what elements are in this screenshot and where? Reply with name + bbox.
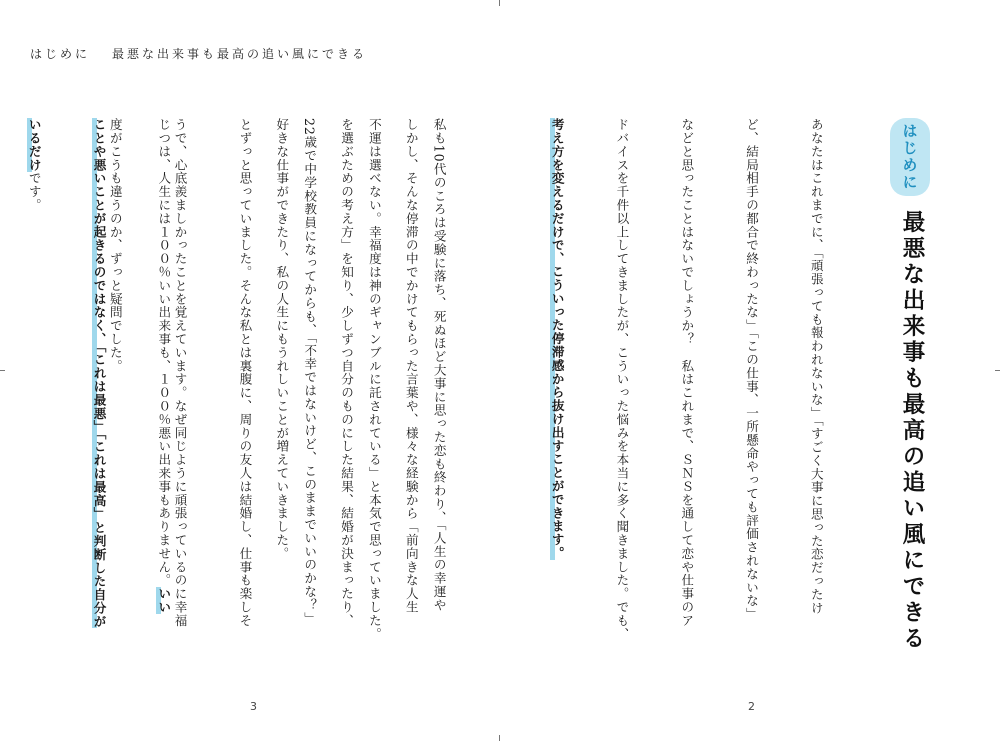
highlighted-phrase: いい xyxy=(156,587,172,614)
body-line: あなたはこれまでに、「頑張っても報われないな」「すごく大事に思った恋だったけ xyxy=(808,118,824,615)
running-header-title: 最悪な出来事も最高の追い風にできる xyxy=(112,47,368,61)
body-line: うで、心底羨ましかったことを覚えています。なぜ同じように頑張っているのに幸福 xyxy=(172,118,188,628)
chapter-label-pill xyxy=(890,118,930,196)
page-number-left: 3 xyxy=(250,700,257,713)
crop-mark-bottom xyxy=(499,735,500,741)
body-line xyxy=(153,118,175,648)
highlighted-phrase: いるだけ xyxy=(26,118,42,172)
highlight-line xyxy=(88,118,110,648)
crop-mark-left xyxy=(0,370,5,371)
highlighted-phrase-lead: 考え方を変えるだけで、 xyxy=(549,118,565,266)
highlighted-phrase: と判断した自分が xyxy=(91,520,107,629)
highlighted-quote: 「これは最高」 xyxy=(91,433,107,521)
body-text: です。 xyxy=(26,171,42,212)
body-line: とずっと思っていました。そんな私とは裏腹に、周りの友人は結婚し、仕事も楽しそ xyxy=(237,118,253,628)
body-line: ドバイスを千件以上してきましたが、こういった悩みを本当に多く聞きました。でも、 xyxy=(614,118,630,641)
crop-mark-right xyxy=(995,370,1000,371)
body-line: ど、結局相手の都合で終わったな」「この仕事、一所懸命やっても評価されないな」 xyxy=(744,118,760,621)
highlighted-phrase: こういった停滞感から抜け出すことができます。 xyxy=(549,265,565,561)
body-line: 私も10代のころは受験に落ち、死ぬほど大事に思った恋も終わり、「人生の幸運や xyxy=(431,118,447,612)
running-header xyxy=(30,45,367,62)
crop-mark-top xyxy=(499,0,500,6)
running-header-label: はじめに xyxy=(30,47,91,61)
body-line: などと思ったことはないでしょうか？ 私はこれまで、ＳＮＳを通して恋や仕事のア xyxy=(679,118,695,628)
body-text: じつは、人生には１００％いい出来事も、１００％悪い出来事もありません。 xyxy=(156,118,172,587)
chapter-label: はじめに xyxy=(900,123,919,191)
highlight-line xyxy=(23,118,45,648)
body-line: 度がこうも違うのか、ずっと疑問でした。 xyxy=(107,118,123,373)
body-line: しかし、そんな停滞の中でかけてもらった言葉や、様々な経験から「前向きな人生 xyxy=(403,118,419,614)
highlighted-quote: 「これは最悪」 xyxy=(91,345,107,434)
body-line: 好きな仕事ができたり、私の人生にもうれしいことが増えていきました。 xyxy=(274,118,290,561)
body-line: を選ぶための考え方」を知り、少しずつ自分のものにした結果、結婚が決まったり、 xyxy=(339,118,355,628)
body-line: 22歳で中学校教員になってからも、「不幸ではないけど、このままでいいのかな？」 xyxy=(302,118,318,626)
page-number-right: 2 xyxy=(748,700,755,713)
left-page-body xyxy=(26,118,465,648)
body-line: 不運は選べない。幸福度は神のギャンブルに託されている」と本気で思っていました。 xyxy=(366,118,382,641)
highlight-line xyxy=(546,118,568,648)
highlighted-phrase: ことや悪いことが起きるのではなく、 xyxy=(91,118,107,346)
chapter-title: 最悪な出来事も最高の追い風にできる xyxy=(899,210,925,652)
